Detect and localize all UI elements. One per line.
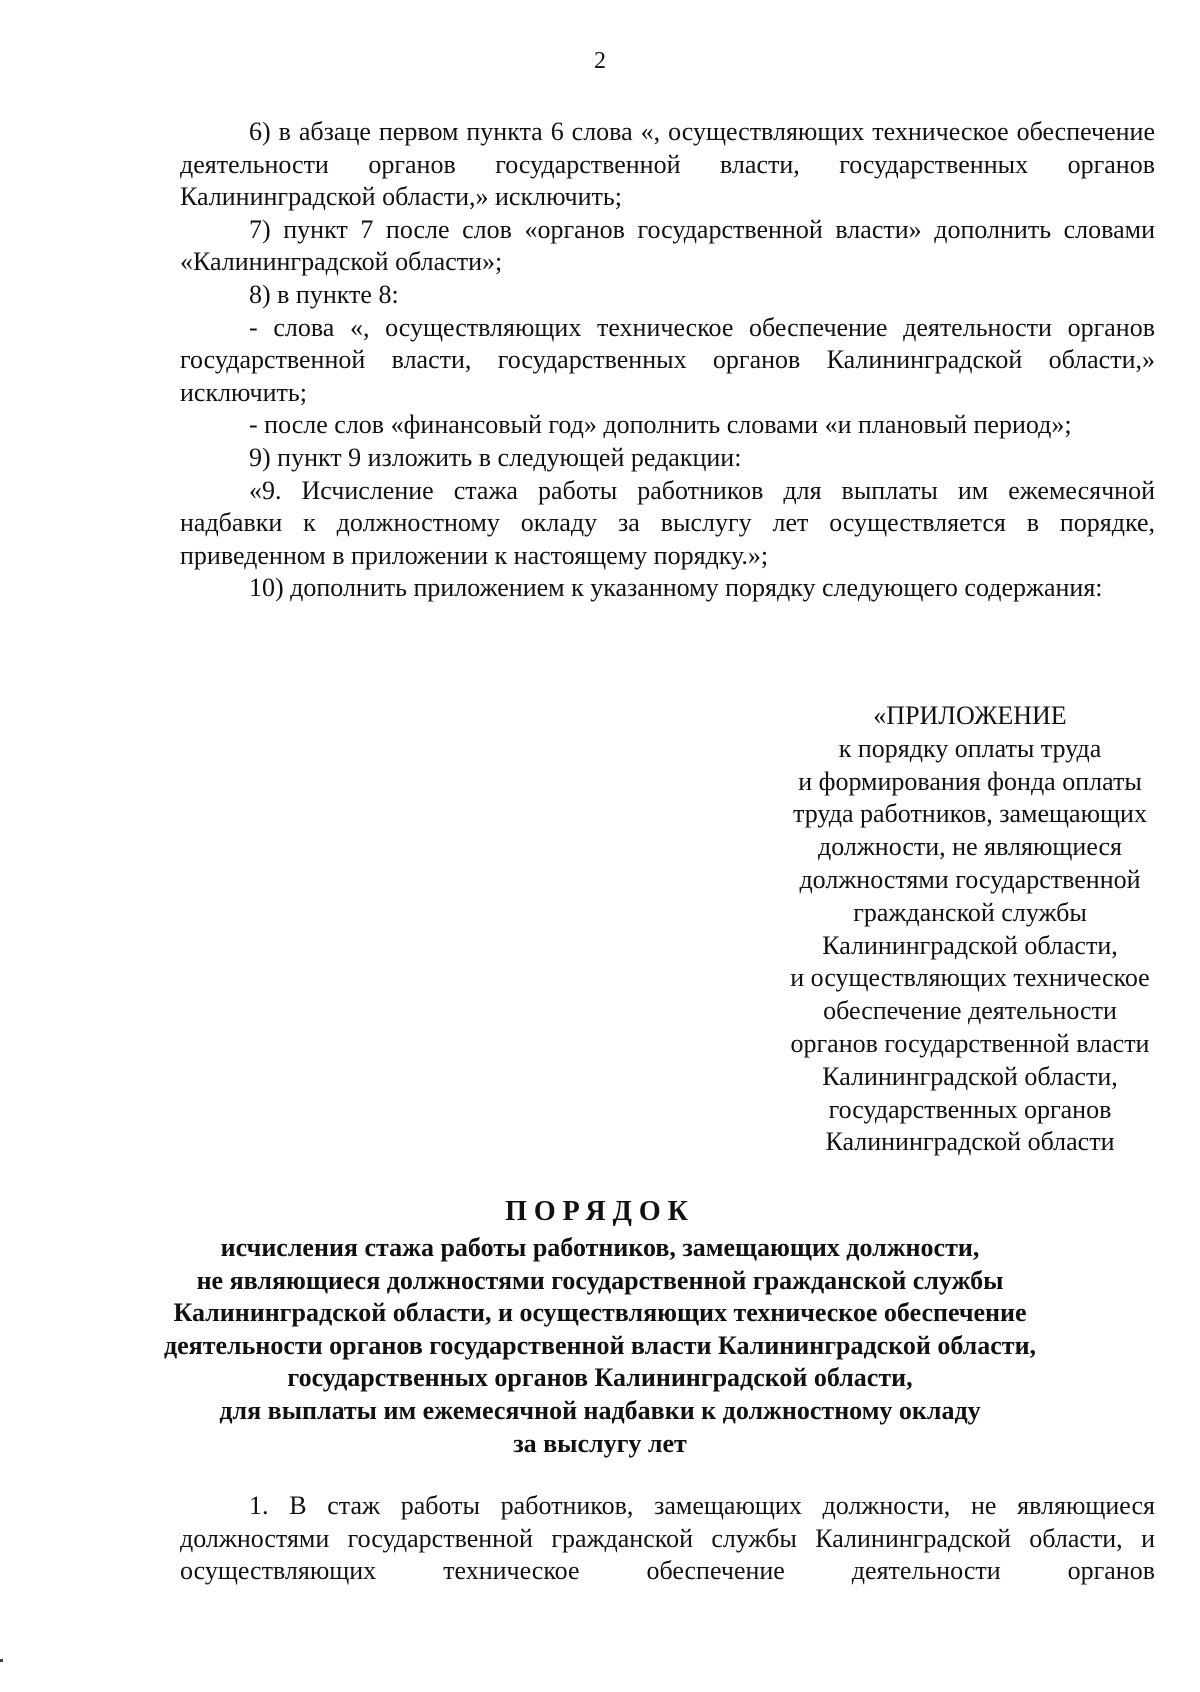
- document-title: [150, 1192, 1050, 1460]
- subtitle-line: исчисления стажа работы работников, замещающих должности,: [220, 1233, 980, 1262]
- paragraph-item-8-dash-2: - после слов «финансовый год» дополнить словами «и плановый период»;: [249, 410, 1072, 440]
- scan-mark: [0, 1659, 3, 1662]
- paragraph-item-8-dash-1: - слова «, осуществляющих техническое обеспечение деятельности органов государственной власти, государственных органов Калининградской области,» исключить;: [180, 312, 1155, 407]
- appendix-line: труда работников, замещающих: [793, 799, 1147, 829]
- appendix-header: [740, 700, 1200, 1159]
- subtitle-line: для выплаты им ежемесячной надбавки к должностному окладу: [219, 1395, 981, 1425]
- appendix-line: и формирования фонда оплаты: [798, 766, 1142, 796]
- subtitle-line: деятельности органов государственной власти Калининградской области,: [163, 1330, 1037, 1360]
- title-main: ПОРЯДОК: [505, 1196, 695, 1227]
- appendix-line: должности, не являющиеся: [817, 832, 1123, 862]
- appendix-line: Калининградской области,: [822, 930, 1118, 960]
- appendix-line: государственных органов: [828, 1094, 1112, 1124]
- appendix-line: гражданской службы: [853, 897, 1087, 927]
- appendix-line: Калининградской области: [825, 1127, 1115, 1157]
- section-1: [180, 1490, 1155, 1588]
- paragraph-item-10: 10) дополнить приложением к указанному порядку следующего содержания:: [249, 573, 1103, 603]
- appendix-line: Калининградской области,: [822, 1061, 1118, 1091]
- title-subtitle: [150, 1232, 1050, 1460]
- appendix-line: и осуществляющих техническое: [790, 963, 1150, 993]
- amendments-list: [180, 116, 1155, 605]
- appendix-line: обеспечение деятельности: [823, 996, 1117, 1026]
- paragraph-item-9-text: «9. Исчисление стажа работы работников для выплаты им ежемесячной надбавки к должностному окладу за выслугу лет осуществляется в порядке, приведенном в приложении к настоящему порядку.»;: [180, 475, 1155, 570]
- appendix-line: органов государственной власти: [790, 1028, 1150, 1058]
- subtitle-line: не являющиеся должностями государственной гражданской службы: [196, 1265, 1004, 1295]
- paragraph-item-8: 8) в пункте 8:: [249, 279, 399, 309]
- appendix-line: должностями государственной: [799, 864, 1141, 894]
- appendix-line: к порядку оплаты труда: [838, 733, 1102, 763]
- paragraph-item-7: 7) пункт 7 после слов «органов государственной власти» дополнить словами «Калининградской области»;: [180, 214, 1155, 277]
- subtitle-line: государственных органов Калининградской области,: [287, 1363, 913, 1393]
- appendix-line: «ПРИЛОЖЕНИЕ: [873, 701, 1067, 730]
- section-1-paragraph: 1. В стаж работы работников, замещающих должности, не являющиеся должностями государственной гражданской службы Калининградской области, и осуществляющих техническое обеспечение деятельности органов: [180, 1491, 1155, 1586]
- subtitle-line: Калининградской области, и осуществляющих техническое обеспечение: [173, 1298, 1027, 1328]
- page-number: 2: [594, 48, 606, 74]
- paragraph-item-6: 6) в абзаце первом пункта 6 слова «, осуществляющих техническое обеспечение деятельности органов государственной власти, государственных органов Калининградской области,» исключить;: [180, 117, 1155, 212]
- paragraph-item-9: 9) пункт 9 изложить в следующей редакции:: [249, 442, 742, 472]
- subtitle-line: за выслугу лет: [513, 1428, 687, 1458]
